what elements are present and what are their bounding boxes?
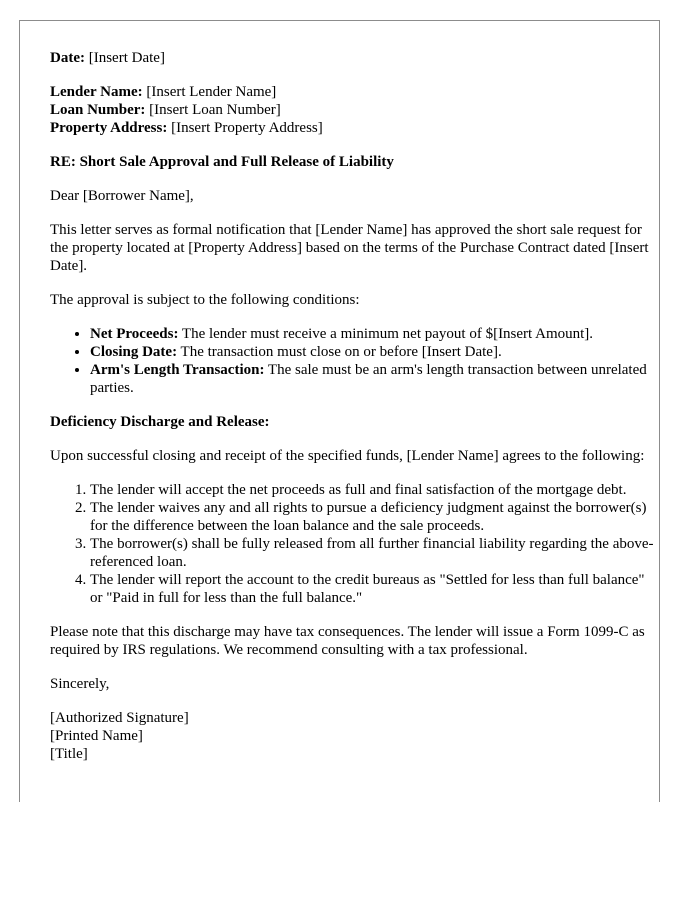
intro-paragraph: This letter serves as formal notification that [Lender Name] has approved the short sale request for the property located at [Property Address] based on the terms of the Purchase Contract dated [Insert Date]. — [50, 222, 649, 274]
property-address-label: Property Address: — [50, 120, 168, 136]
condition-label: Closing Date: — [90, 344, 178, 360]
loan-number-label: Loan Number: — [50, 102, 146, 118]
lender-line — [50, 83, 659, 101]
list-item — [90, 343, 659, 361]
agreement-intro: Upon successful closing and receipt of the specified funds, [Lender Name] agrees to the following: — [50, 448, 645, 464]
lender-value: [Insert Lender Name] — [142, 84, 277, 100]
lender-label: Lender Name: — [50, 84, 143, 100]
property-address-value: [Insert Property Address] — [167, 120, 323, 136]
deficiency-heading-text: Deficiency Discharge and Release: — [50, 414, 270, 430]
list-item: 3. The borrower(s) shall be fully released from all further financial liability regarding the above-referenced loan. — [90, 535, 659, 571]
list-item — [90, 361, 659, 397]
loan-info-block — [50, 83, 659, 137]
property-address-line — [50, 119, 659, 137]
list-item: 2. The lender waives any and all rights to pursue a deficiency judgment against the borrower(s) for the difference between the loan balance and the sale proceeds. — [90, 499, 659, 535]
authorized-signature: [Authorized Signature] — [50, 710, 189, 726]
signature-block — [50, 709, 659, 763]
condition-label: Arm's Length Transaction: — [90, 362, 265, 378]
tax-note: Please note that this discharge may have tax consequences. The lender will issue a Form 1099-C as required by IRS regulations. We recommend consulting with a tax professional. — [50, 624, 645, 658]
printed-name: [Printed Name] — [50, 728, 143, 744]
list-item: 1. The lender will accept the net proceeds as full and final satisfaction of the mortgage debt. — [90, 481, 659, 499]
closing: Sincerely, — [50, 676, 110, 692]
date-label: Date: — [50, 50, 85, 66]
condition-text: The lender must receive a minimum net payout of $[Insert Amount]. — [178, 326, 594, 342]
list-item: 4. The lender will report the account to the credit bureaus as "Settled for less than full balance" or "Paid in full for less than the full balance." — [90, 571, 659, 607]
condition-label: Net Proceeds: — [90, 326, 179, 342]
re-line — [50, 153, 659, 171]
condition-text: The sale must be an arm's length transaction between unrelated parties. — [90, 362, 647, 396]
re-text: RE: Short Sale Approval and Full Release of Liability — [50, 154, 394, 170]
salutation: Dear [Borrower Name], — [50, 188, 194, 204]
condition-text: The transaction must close on or before [Insert Date]. — [177, 344, 502, 360]
loan-number-line — [50, 101, 659, 119]
agreements-list — [50, 481, 659, 607]
conditions-list — [50, 325, 659, 397]
conditions-intro: The approval is subject to the following conditions: — [50, 292, 360, 308]
list-item — [90, 325, 659, 343]
signer-title: [Title] — [50, 746, 88, 762]
letter-page — [19, 20, 660, 802]
date-line — [50, 49, 659, 67]
loan-number-value: [Insert Loan Number] — [145, 102, 281, 118]
deficiency-heading — [50, 413, 659, 431]
date-value: [Insert Date] — [84, 50, 165, 66]
